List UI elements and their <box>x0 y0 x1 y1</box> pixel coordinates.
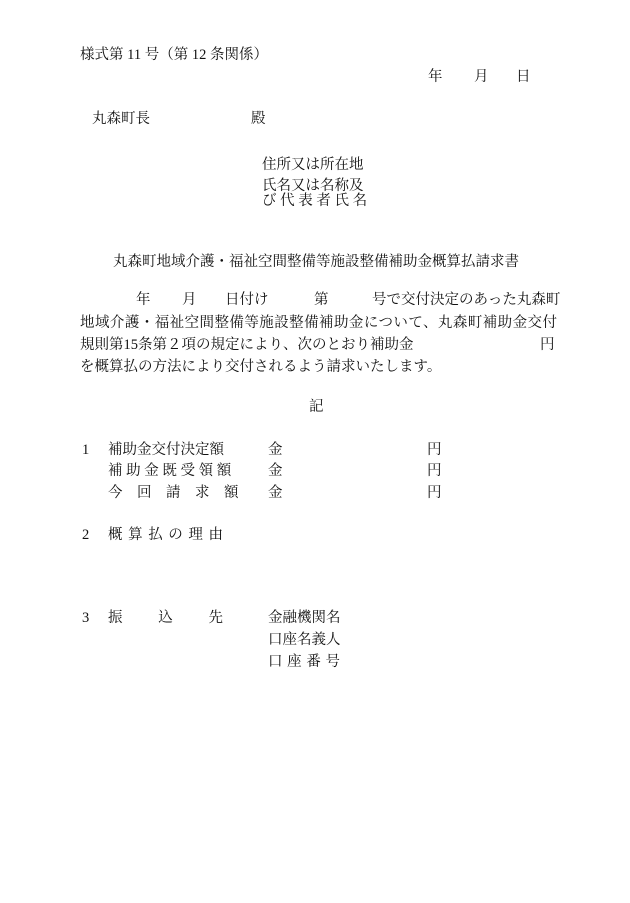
body-year-label: 年 <box>136 292 151 308</box>
date-month-label: 月 <box>474 69 489 85</box>
already-received-yen: 円 <box>427 463 442 479</box>
date-day-label: 日 <box>516 69 531 85</box>
applicant-name-label-line2: び 代 表 者 氏 名 <box>262 193 368 209</box>
body-line1-rest: 号で交付決定のあった丸森町 <box>372 292 561 308</box>
body-line2: 地域介護・福祉空間整備等施設整備補助金について、丸森町補助金交付 <box>80 315 557 331</box>
addressee-honorific: 殿 <box>251 111 266 127</box>
body-line4: を概算払の方法により交付されるよう請求いたします。 <box>80 359 442 375</box>
applicant-address-label: 住所又は所在地 <box>262 157 364 173</box>
already-received-kin: 金 <box>268 463 283 479</box>
ki-heading: 記 <box>309 399 324 415</box>
bank-name-label: 金融機関名 <box>268 610 341 626</box>
grant-decided-label: 補助金交付決定額 <box>108 442 224 458</box>
body-month-label: 月 <box>182 292 197 308</box>
section-1-number: 1 <box>82 442 90 458</box>
account-holder-label: 口座名義人 <box>268 632 341 648</box>
addressee-name: 丸森町長 <box>92 111 150 127</box>
form-number: 様式第 11 号（第 12 条関係） <box>80 47 268 63</box>
section-2-number: 2 <box>82 527 90 543</box>
body-line3-yen: 円 <box>540 337 555 353</box>
body-line3: 規則第15条第２項の規定により、次のとおり補助金 <box>80 337 414 353</box>
transfer-destination-label: 振 込 先 <box>108 610 223 626</box>
body-day-label: 日付け <box>225 292 269 308</box>
advance-payment-reason-label: 概 算 払 の 理 由 <box>108 527 223 543</box>
already-received-label: 補 助 金 既 受 領 額 <box>108 463 232 479</box>
body-number-prefix: 第 <box>314 292 329 308</box>
current-request-yen: 円 <box>427 485 442 501</box>
account-number-label: 口 座 番 号 <box>268 654 340 670</box>
date-year-label: 年 <box>428 69 443 85</box>
current-request-kin: 金 <box>268 485 283 501</box>
current-request-label: 今 回 請 求 額 <box>108 485 239 501</box>
section-3-number: 3 <box>82 610 90 626</box>
applicant-name-label-line1: 氏名又は名称及 <box>262 178 364 194</box>
grant-decided-yen: 円 <box>427 442 442 458</box>
document-title: 丸森町地域介護・福祉空間整備等施設整備補助金概算払請求書 <box>113 254 519 270</box>
grant-decided-kin: 金 <box>268 442 283 458</box>
